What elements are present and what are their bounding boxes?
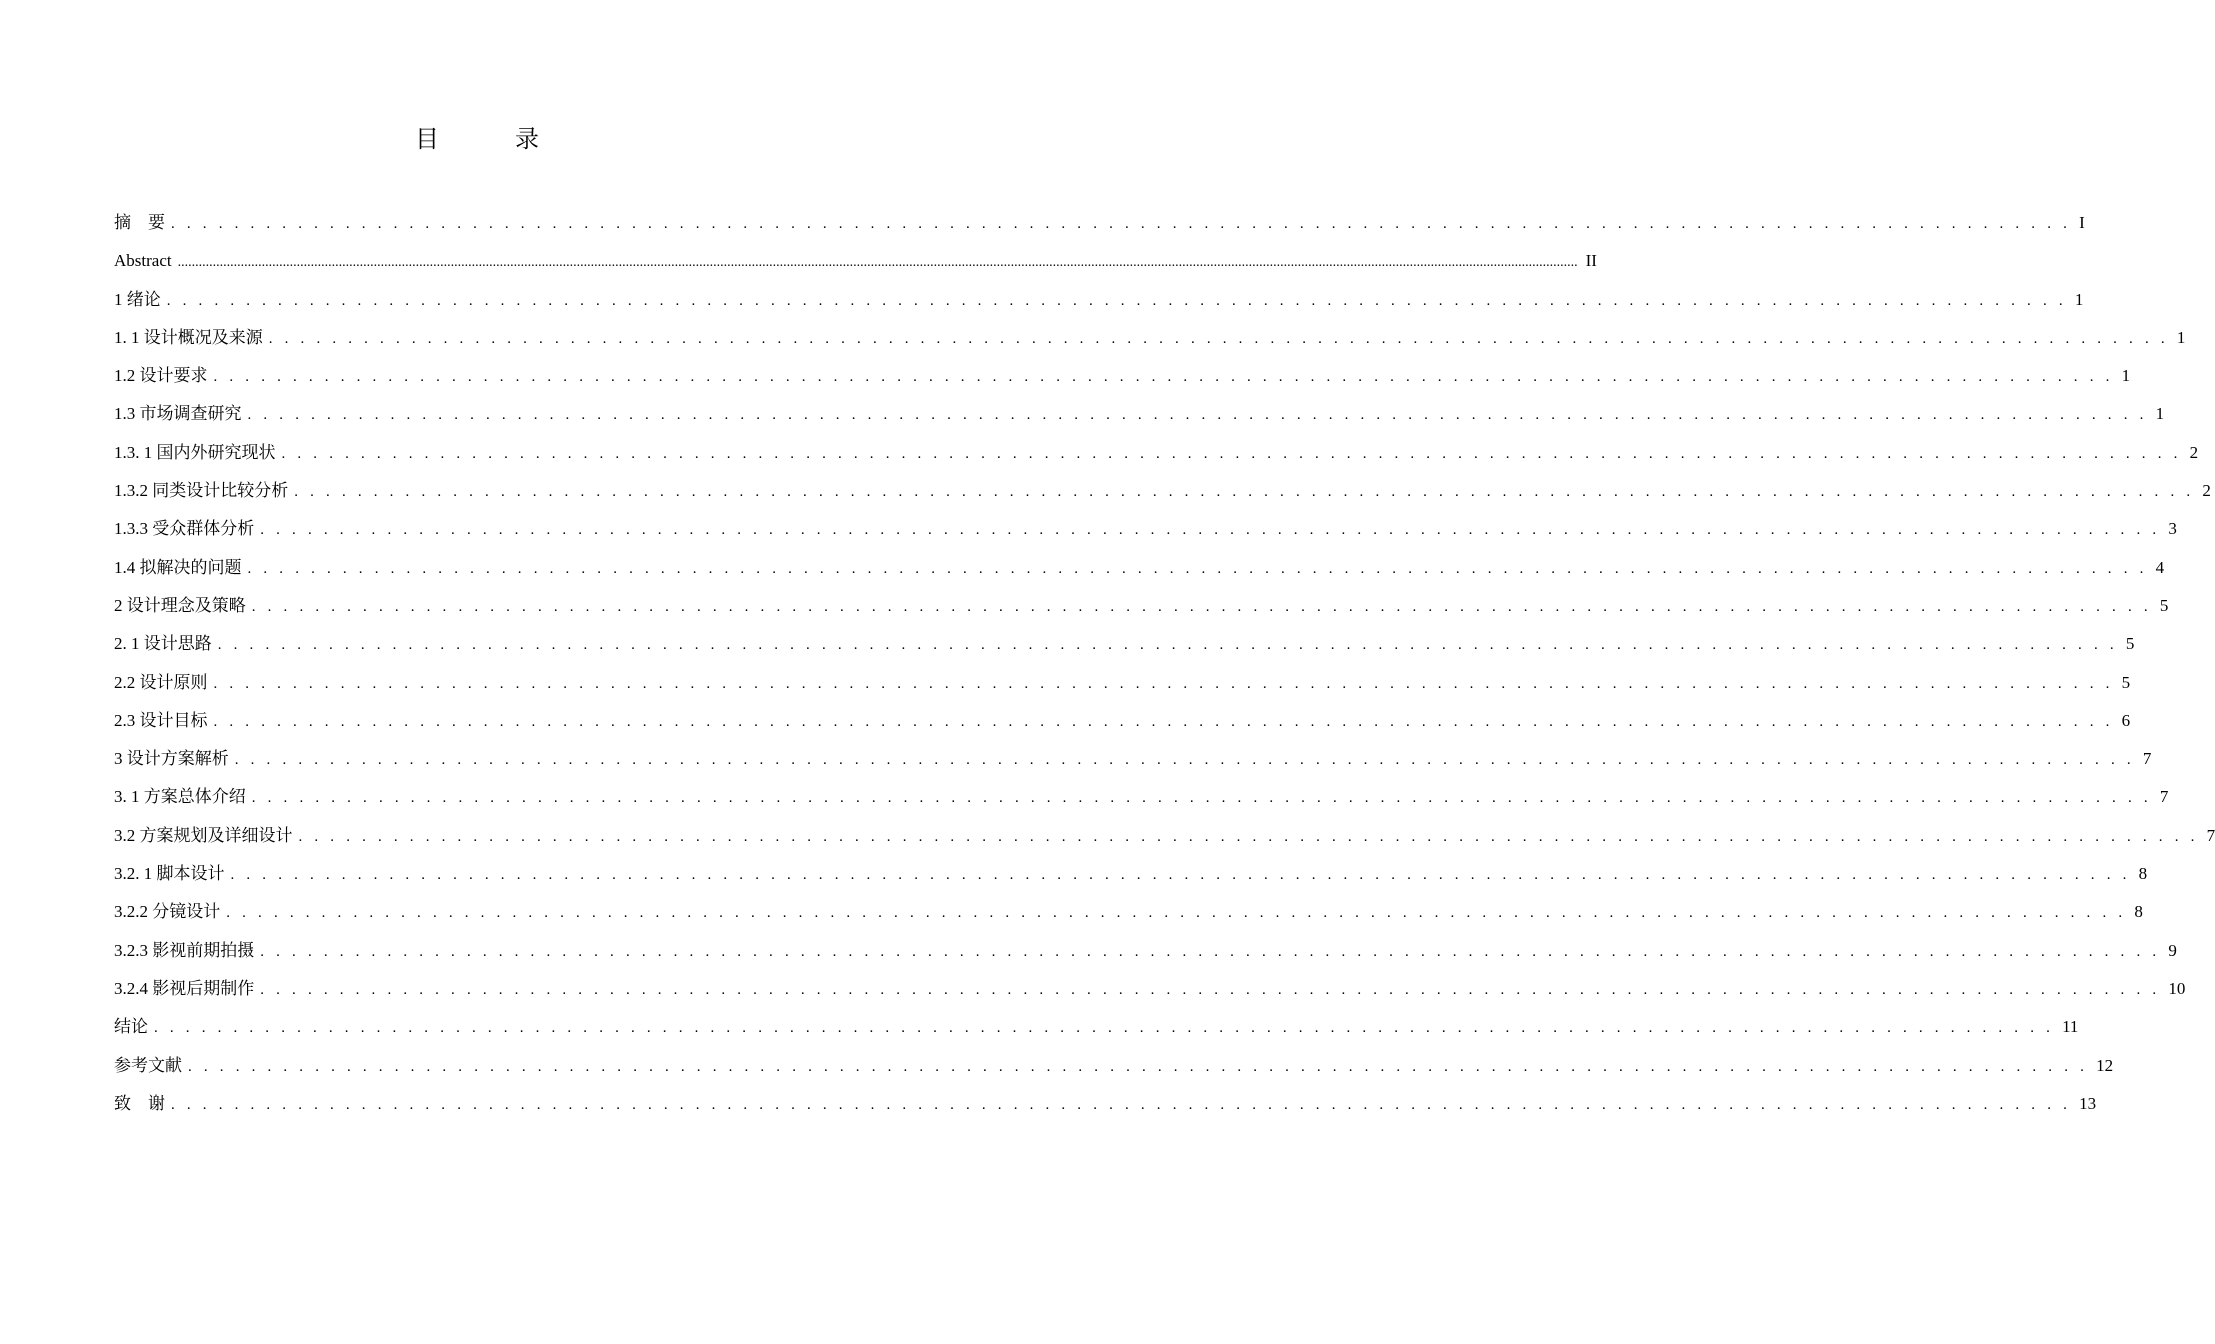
toc-entry bbox=[114, 395, 2165, 433]
toc-entry-label: 2 设计理念及策略 bbox=[114, 595, 246, 615]
toc-dot-leader: . . . . . . . . . . . . . . . . . . . . . . . . . . . . . . . . . . . . . . . . . . . . . . . . . . . . . . . . . . . . . . . . . . . . . . . . . . . . . . . . . . . . . . . . . . . . . . . . . . . . . . . . . . . . . . . . . . . . . . . . bbox=[298, 828, 2199, 845]
toc-entry-page-number: 12 bbox=[2096, 1055, 2114, 1075]
toc-entry-label: 参考文献 bbox=[114, 1055, 182, 1075]
toc-entry-label: 1.3.3 受众群体分析 bbox=[114, 519, 255, 539]
toc-entry-label: 3.2.4 影视后期制作 bbox=[114, 978, 255, 998]
toc-entry bbox=[114, 970, 2186, 1008]
toc-entry-label: 2. 1 设计思路 bbox=[114, 634, 212, 654]
toc-entry bbox=[114, 319, 2186, 357]
toc-entry bbox=[114, 204, 2085, 242]
toc-entry-label: 1.4 拟解决的问题 bbox=[114, 557, 242, 577]
toc-entry-page-number: 3 bbox=[2168, 519, 2177, 539]
toc-entry-label: 1.2 设计要求 bbox=[114, 366, 208, 386]
toc-entry bbox=[114, 472, 2211, 510]
toc-dot-leader: . . . . . . . . . . . . . . . . . . . . . . . . . . . . . . . . . . . . . . . . . . . . . . . . . . . . . . . . . . . . . . . . . . . . . . . . . . . . . . . . . . . . . . . . . . . . . . . . . . . . . . . . . . . . . . . . . . . . . . . . bbox=[188, 1058, 2089, 1075]
toc-entry-page-number: 10 bbox=[2168, 978, 2186, 998]
toc-entry-label: 1.3 市场调查研究 bbox=[114, 404, 242, 424]
toc-entry bbox=[114, 1085, 2097, 1123]
toc-entry-page-number: 2 bbox=[2189, 442, 2199, 462]
toc-entry bbox=[114, 625, 2135, 663]
toc-dot-leader: . . . . . . . . . . . . . . . . . . . . . . . . . . . . . . . . . . . . . . . . . . . . . . . . . . . . . . . . . . . . . . . . . . . . . . . . . . . . . . . . . . . . . . . . . . . . . . . . . . . . . . . . . . . . . . . . . . . . . . . . bbox=[268, 330, 2169, 347]
toc-entry bbox=[114, 855, 2148, 893]
toc-entry-label: 1.3. 1 国内外研究现状 bbox=[114, 442, 276, 462]
toc-entry-label: 3. 1 方案总体介绍 bbox=[114, 787, 246, 807]
toc-entry-page-number: 7 bbox=[2206, 825, 2215, 845]
toc-entry-page-number: 2 bbox=[2202, 481, 2211, 501]
toc-dot-leader: . . . . . . . . . . . . . . . . . . . . . . . . . . . . . . . . . . . . . . . . . . . . . . . . . . . . . . . . . . . . . . . . . . . . . . . . . . . . . . . . . . . . . . . . . . . . . . . . . . . . . . . . . . . . . . . . . . . . . . . . bbox=[166, 292, 2067, 309]
toc-entry bbox=[114, 702, 2131, 740]
toc-entry bbox=[114, 434, 2199, 472]
toc-entry-label: 2.2 设计原则 bbox=[114, 672, 208, 692]
toc-entry bbox=[114, 510, 2177, 548]
toc-entry-page-number: 5 bbox=[2121, 672, 2131, 692]
toc-entry bbox=[114, 1008, 2079, 1046]
toc-dot-leader: . . . . . . . . . . . . . . . . . . . . . . . . . . . . . . . . . . . . . . . . . . . . . . . . . . . . . . . . . . . . . . . . . . . . . . . . . . . . . . . . . . . . . . . . . . . . . . . . . . . . . . . . . . . . . . . . . . . . . . . . bbox=[260, 943, 2161, 960]
toc-dot-leader: . . . . . . . . . . . . . . . . . . . . . . . . . . . . . . . . . . . . . . . . . . . . . . . . . . . . . . . . . . . . . . . . . . . . . . . . . . . . . . . . . . . . . . . . . . . . . . . . . . . . . . . . . . . . . . . . . . . . . . . . bbox=[251, 598, 2152, 615]
toc-entry-label: 致 谢 bbox=[114, 1093, 165, 1113]
toc-entry-page-number: 9 bbox=[2168, 940, 2177, 960]
toc-entry-label: 3.2 方案规划及详细设计 bbox=[114, 825, 293, 845]
toc-entry-page-number: 8 bbox=[2134, 902, 2143, 922]
page-title: 目 录 bbox=[415, 127, 565, 153]
toc-entry-page-number: 1 bbox=[2121, 366, 2131, 386]
toc-entry-page-number: 1 bbox=[2074, 289, 2084, 309]
toc-dot-leader: . . . . . . . . . . . . . . . . . . . . . . . . . . . . . . . . . . . . . . . . . . . . . . . . . . . . . . . . . . . . . . . . . . . . . . . . . . . . . . . . . . . . . . . . . . . . . . . . . . . . . . . . . . . . . . . . . . . . . . . . bbox=[247, 560, 2148, 577]
toc-entry-page-number: 7 bbox=[2159, 787, 2169, 807]
toc-dot-leader: . . . . . . . . . . . . . . . . . . . . . . . . . . . . . . . . . . . . . . . . . . . . . . . . . . . . . . . . . . . . . . . . . . . . . . . . . . . . . . . . . . . . . . . . . . . . . . . . . . . . . . . . . . . . . . . . . . . . . . . . bbox=[230, 867, 2131, 884]
toc-entry-label: 1 绪论 bbox=[114, 289, 161, 309]
toc-dot-leader: . . . . . . . . . . . . . . . . . . . . . . . . . . . . . . . . . . . . . . . . . . . . . . . . . . . . . . . . . . . . . . . . . . . . . . . . . . . . . . . . . . . . . . . . . . . . . . . . . . . . . . . . . . . . . . . . . . . . . . . . bbox=[171, 1096, 2072, 1113]
toc-entry-page-number: I bbox=[2079, 213, 2085, 232]
toc-entry-label: 3.2.3 影视前期拍摄 bbox=[114, 940, 255, 960]
toc-dot-leader: . . . . . . . . . . . . . . . . . . . . . . . . . . . . . . . . . . . . . . . . . . . . . . . . . . . . . . . . . . . . . . . . . . . . . . . . . . . . . . . . . . . . . . . . . . . . . . . . . . . . . . . . . . . . . . . . . . . . . . . . bbox=[217, 637, 2118, 654]
toc-entry-label: 3 设计方案解析 bbox=[114, 749, 229, 769]
toc-entry-label: 1. 1 设计概况及来源 bbox=[114, 327, 263, 347]
toc-entry-label: 摘 要 bbox=[114, 213, 165, 232]
toc-entry-page-number: 1 bbox=[2176, 327, 2186, 347]
toc-entry-page-number: 5 bbox=[2159, 595, 2169, 615]
toc-entry bbox=[114, 817, 2215, 855]
toc-entry bbox=[114, 664, 2131, 702]
toc-dot-leader: . . . . . . . . . . . . . . . . . . . . . . . . . . . . . . . . . . . . . . . . . . . . . . . . . . . . . . . . . . . . . . . . . . . . . . . . . . . . . . . . . . . . . . . . . . . . . . . . . . . . . . . . . . . . . . . . . . . . . . . . bbox=[281, 445, 2182, 462]
toc-entry bbox=[114, 1047, 2114, 1085]
toc-dot-leader: . . . . . . . . . . . . . . . . . . . . . . . . . . . . . . . . . . . . . . . . . . . . . . . . . . . . . . . . . . . . . . . . . . . . . . . . . . . . . . . . . . . . . . . . . . . . . . . . . . . . . . . . . . . . . . . . . . . . . . . . bbox=[213, 369, 2114, 386]
toc-entry-page-number: 5 bbox=[2125, 634, 2135, 654]
toc-entry-page-number: 1 bbox=[2155, 404, 2165, 424]
toc-dot-leader: . . . . . . . . . . . . . . . . . . . . . . . . . . . . . . . . . . . . . . . . . . . . . . . . . . . . . . . . . . . . . . . . . . . . . . . . . . . . . . . . . . . . . . . . . . . . . . . . . . . . . . . . . . . . . . . . . . . . . . . . bbox=[171, 216, 2072, 232]
toc-entry bbox=[114, 778, 2169, 816]
toc-dot-leader: . . . . . . . . . . . . . . . . . . . . . . . . . . . . . . . . . . . . . . . . . . . . . . . . . . . . . . . . . . . . . . . . . . . . . . . . . . . . . . . . . . . . . . . . . . . . . . . . . . . . . . . . . . . . . . . . . . . . . . . . bbox=[260, 981, 2161, 998]
toc-entry-page-number: 4 bbox=[2155, 557, 2165, 577]
toc-entry bbox=[114, 242, 1597, 280]
toc-dot-leader: . . . . . . . . . . . . . . . . . . . . . . . . . . . . . . . . . . . . . . . . . . . . . . . . . . . . . . . . . . . . . . . . . . . . . . . . . . . . . . . . . . . . . . . . . . . . . . . . . . . . . . . . . . . . . . . . . . . . . . . . bbox=[213, 675, 2114, 692]
toc-entry-page-number: 13 bbox=[2079, 1093, 2097, 1113]
toc-entry-page-number: 6 bbox=[2121, 710, 2131, 730]
toc-dot-leader: . . . . . . . . . . . . . . . . . . . . . . . . . . . . . . . . . . . . . . . . . . . . . . . . . . . . . . . . . . . . . . . . . . . . . . . . . . . . . . . . . . . . . . . . . . . . . . . . . . . . . . . . . . . . . . . . . . . . . . . . bbox=[251, 790, 2152, 807]
toc-dot-leader: . . . . . . . . . . . . . . . . . . . . . . . . . . . . . . . . . . . . . . . . . . . . . . . . . . . . . . . . . . . . . . . . . . . . . . . . . . . . . . . . . . . . . . . . . . . . . . . . . . . . . . . . . . . . . . . . . . . . . . . . bbox=[213, 713, 2114, 730]
toc-entry-label: 1.3.2 同类设计比较分析 bbox=[114, 481, 289, 501]
toc-dot-leader: . . . . . . . . . . . . . . . . . . . . . . . . . . . . . . . . . . . . . . . . . . . . . . . . . . . . . . . . . . . . . . . . . . . . . . . . . . . . . . . . . . . . . . . . . . . . . . . . . . . . . . . . . . . . . . . . . . . . . . . . bbox=[226, 905, 2127, 922]
toc-entry bbox=[114, 893, 2143, 931]
toc-entry bbox=[114, 932, 2177, 970]
toc-dot-leader: . . . . . . . . . . . . . . . . . . . . . . . . . . . . . . . . . . . . . . . . . . . . . . . . . . . . . . . . . . . . . . . . . . . . . . . . . . . . . . . . . . . . . . . . . . . . . . . . . . . . . . . . . . . . . . . . . . . . . . . . bbox=[247, 407, 2148, 424]
toc-entry bbox=[114, 281, 2084, 319]
toc-entry bbox=[114, 549, 2165, 587]
toc-dot-leader: . . . . . . . . . . . . . . . . . . . . . . . . . . . . . . . . . . . . . . . . . . . . . . . . . . . . . . . . . . . . . . . . . . . . . . . . . . . . . . . . . . . . . . . . . . . . . . . . . . . . . . . . . . . . . . . . . . . . . . . . bbox=[294, 484, 2195, 501]
toc-entry-label: 2.3 设计目标 bbox=[114, 710, 208, 730]
toc-entry-label: 结论 bbox=[114, 1017, 148, 1037]
toc-dot-leader: . . . . . . . . . . . . . . . . . . . . . . . . . . . . . . . . . . . . . . . . . . . . . . . . . . . . . . . . . . . . . . . . . . . . . . . . . . . . . . . . . . . . . . . . . . . . . . . . . . . . . . . . . . . . . . . . . . . . . . . . bbox=[260, 522, 2161, 539]
toc-entry-page-number: 11 bbox=[2062, 1017, 2079, 1037]
toc-dot-leader: . . . . . . . . . . . . . . . . . . . . . . . . . . . . . . . . . . . . . . . . . . . . . . . . . . . . . . . . . . . . . . . . . . . . . . . . . . . . . . . . . . . . . . . . . . . . . . . . . . . . . . . . . . . . . . . . . . . . . . . . bbox=[234, 752, 2135, 769]
toc-dot-leader: ................................................................................................................................................................................................................................................................................................................................................................................................................ bbox=[177, 255, 1578, 271]
toc-entry-label: 3.2.2 分镜设计 bbox=[114, 902, 221, 922]
toc-entry bbox=[114, 587, 2169, 625]
toc-entry-page-number: 7 bbox=[2142, 749, 2152, 769]
toc-entry-page-number: II bbox=[1585, 251, 1597, 271]
toc-entry bbox=[114, 357, 2131, 395]
toc-entry-label: Abstract bbox=[114, 251, 172, 271]
toc-entry-page-number: 8 bbox=[2138, 864, 2148, 884]
toc-list bbox=[114, 204, 2215, 1123]
toc-dot-leader: . . . . . . . . . . . . . . . . . . . . . . . . . . . . . . . . . . . . . . . . . . . . . . . . . . . . . . . . . . . . . . . . . . . . . . . . . . . . . . . . . . . . . . . . . . . . . . . . . . . . . . . . . . . . . . . . . . . . . . . . bbox=[154, 1020, 2055, 1037]
toc-entry bbox=[114, 740, 2152, 778]
toc-entry-label: 3.2. 1 脚本设计 bbox=[114, 864, 225, 884]
